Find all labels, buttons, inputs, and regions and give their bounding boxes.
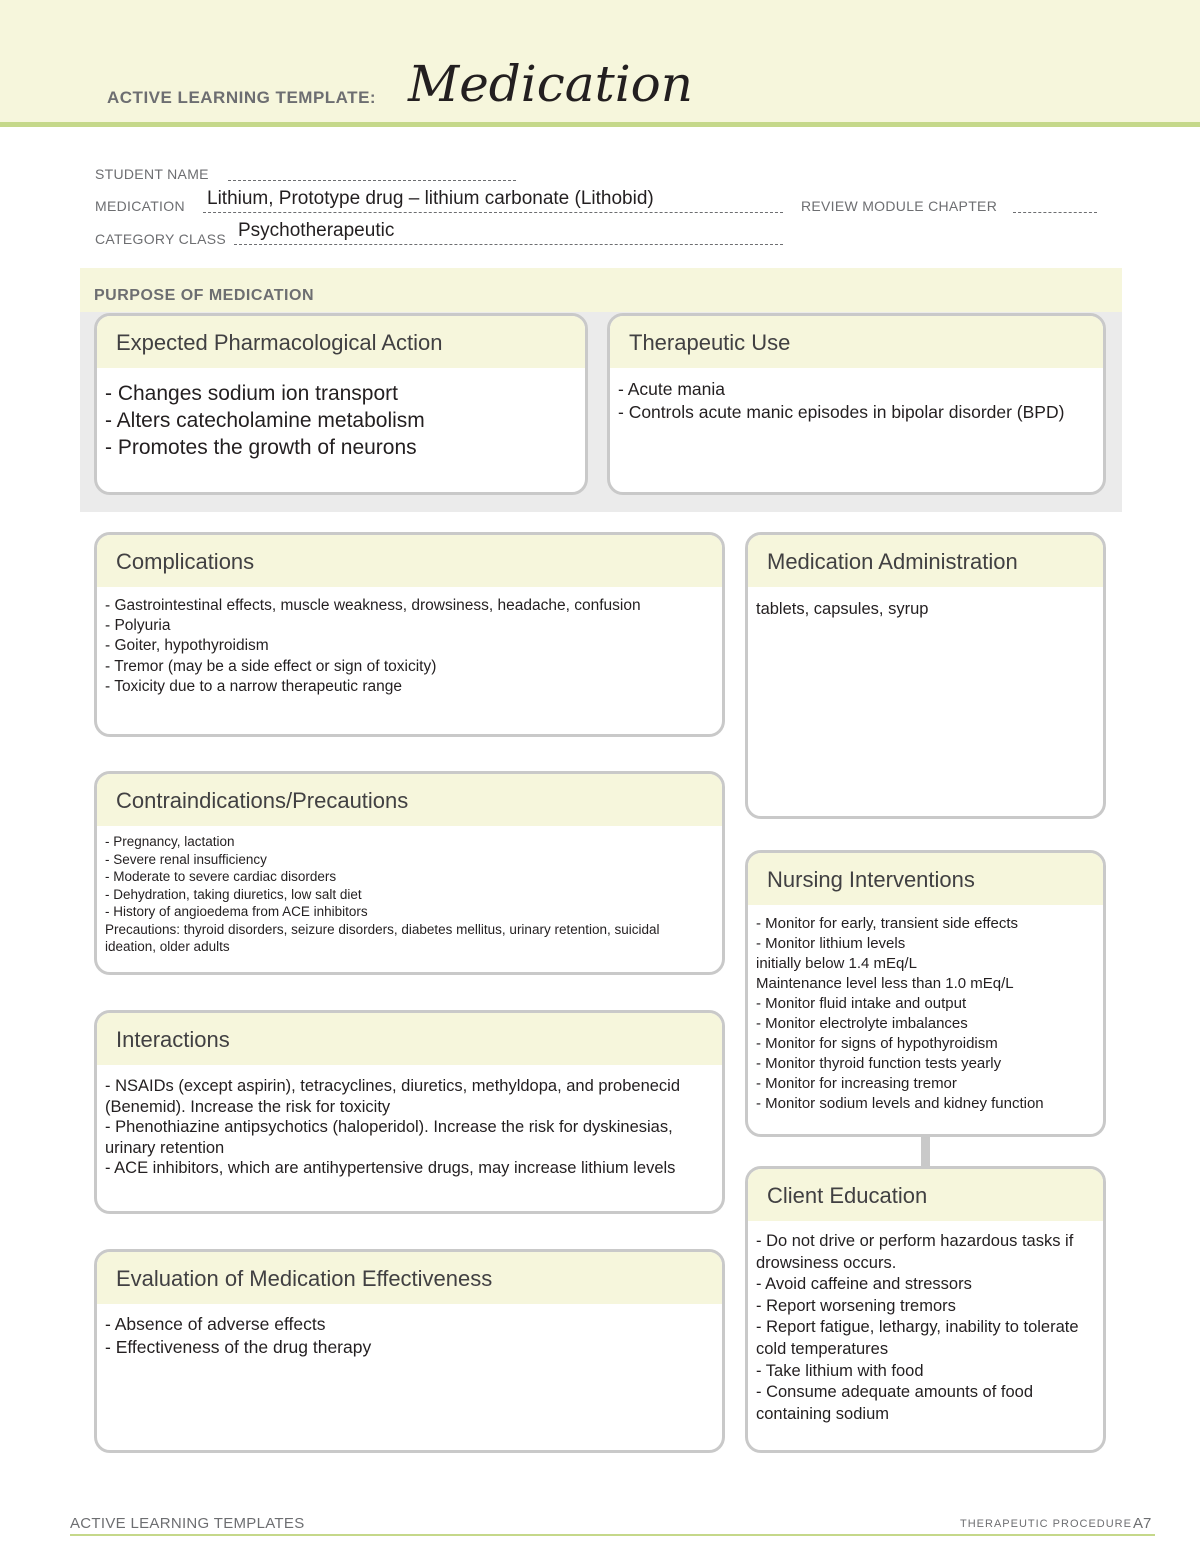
student-name-line xyxy=(228,180,516,181)
contraindications-text[interactable]: - Pregnancy, lactation - Severe renal insufficiency - Moderate to severe cardiac disorders - Dehydration, taking diuretics, low salt diet - History of angioedema from ACE inhibitors Precautions: thyroid disorders, seizure disorders, diabetes mellitus, urinary retention, suicidal ideation, older adults xyxy=(105,834,660,954)
complications-box xyxy=(94,532,725,737)
purpose-label: PURPOSE OF MEDICATION xyxy=(94,287,314,304)
client-education-box xyxy=(745,1166,1106,1453)
contraindications-title: Contraindications/Precautions xyxy=(97,774,722,826)
header-rule xyxy=(0,122,1200,127)
interactions-box xyxy=(94,1010,725,1214)
complications-text[interactable]: - Gastrointestinal effects, muscle weakness, drowsiness, headache, confusion - Polyuria - Goiter, hypothyroidism - Tremor (may be a side effect or sign of toxicity) - Toxicity due to a narrow therapeutic range xyxy=(105,597,641,695)
page-number: A7 xyxy=(1133,1515,1152,1532)
medication-line xyxy=(203,212,783,213)
client-education-title: Client Education xyxy=(748,1169,1103,1221)
medication-label: MEDICATION xyxy=(95,198,185,214)
therapeutic-use-title: Therapeutic Use xyxy=(610,316,1103,368)
nursing-interventions-title: Nursing Interventions xyxy=(748,853,1103,905)
evaluation-box xyxy=(94,1249,725,1453)
evaluation-text[interactable]: - Absence of adverse effects - Effectiveness of the drug therapy xyxy=(105,1314,372,1357)
expected-action-text[interactable]: - Changes sodium ion transport - Alters catecholamine metabolism - Promotes the growth of neurons xyxy=(105,382,425,459)
expected-action-title: Expected Pharmacological Action xyxy=(97,316,585,368)
student-name-label: STUDENT NAME xyxy=(95,166,209,182)
nursing-interventions-text[interactable]: - Monitor for early, transient side effects - Monitor lithium levels initially below 1.4 mEq/L Maintenance level less than 1.0 mEq/L - Monitor fluid intake and output - Monitor electrolyte imbalances - Monitor for signs of hypothyroidism - Monitor thyroid function tests yearly - Monitor for increasing tremor - Monitor sodium levels and kidney function xyxy=(756,915,1044,1112)
medication-field[interactable]: Lithium, Prototype drug – lithium carbonate (Lithobid) xyxy=(207,188,654,209)
complications-title: Complications xyxy=(97,535,722,587)
therapeutic-use-text[interactable]: - Acute mania - Controls acute manic episodes in bipolar disorder (BPD) xyxy=(618,379,1065,422)
administration-box xyxy=(745,532,1106,819)
footer-right-label: THERAPEUTIC PROCEDURE xyxy=(960,1518,1132,1530)
category-class-label: CATEGORY CLASS xyxy=(95,231,227,247)
footer-left-label: ACTIVE LEARNING TEMPLATES xyxy=(70,1515,305,1532)
administration-text[interactable]: tablets, capsules, syrup xyxy=(756,600,929,618)
client-education-text[interactable]: - Do not drive or perform hazardous tasks if drowsiness occurs. - Avoid caffeine and stressors - Report worsening tremors - Report fatigue, lethargy, inability to tolerate cold temperatures - Take lithium with food - Consume adequate amounts of food containing sodium xyxy=(756,1232,1079,1423)
review-module-label: REVIEW MODULE CHAPTER xyxy=(801,198,998,214)
interactions-text[interactable]: - NSAIDs (except aspirin), tetracyclines, diuretics, methyldopa, and probenecid (Benemid). Increase the risk for toxicity - Phenothiazine antipsychotics (haloperidol). Increase the risk for dyskinesias, urinary retention - ACE inhibitors, which are antihypertensive drugs, may increase lithium levels xyxy=(105,1077,681,1177)
category-class-field[interactable]: Psychotherapeutic xyxy=(238,220,395,241)
connector-bar xyxy=(921,1134,930,1166)
footer-rule xyxy=(70,1534,1155,1536)
review-module-line xyxy=(1013,212,1097,213)
expected-action-box xyxy=(94,313,588,495)
therapeutic-use-box xyxy=(607,313,1106,495)
nursing-interventions-box xyxy=(745,850,1106,1137)
page-title: Medication xyxy=(408,55,693,113)
template-label: ACTIVE LEARNING TEMPLATE: xyxy=(107,88,377,107)
interactions-title: Interactions xyxy=(97,1013,722,1065)
category-class-line xyxy=(234,244,783,245)
contraindications-box xyxy=(94,771,725,975)
evaluation-title: Evaluation of Medication Effectiveness xyxy=(97,1252,722,1304)
administration-title: Medication Administration xyxy=(748,535,1103,587)
